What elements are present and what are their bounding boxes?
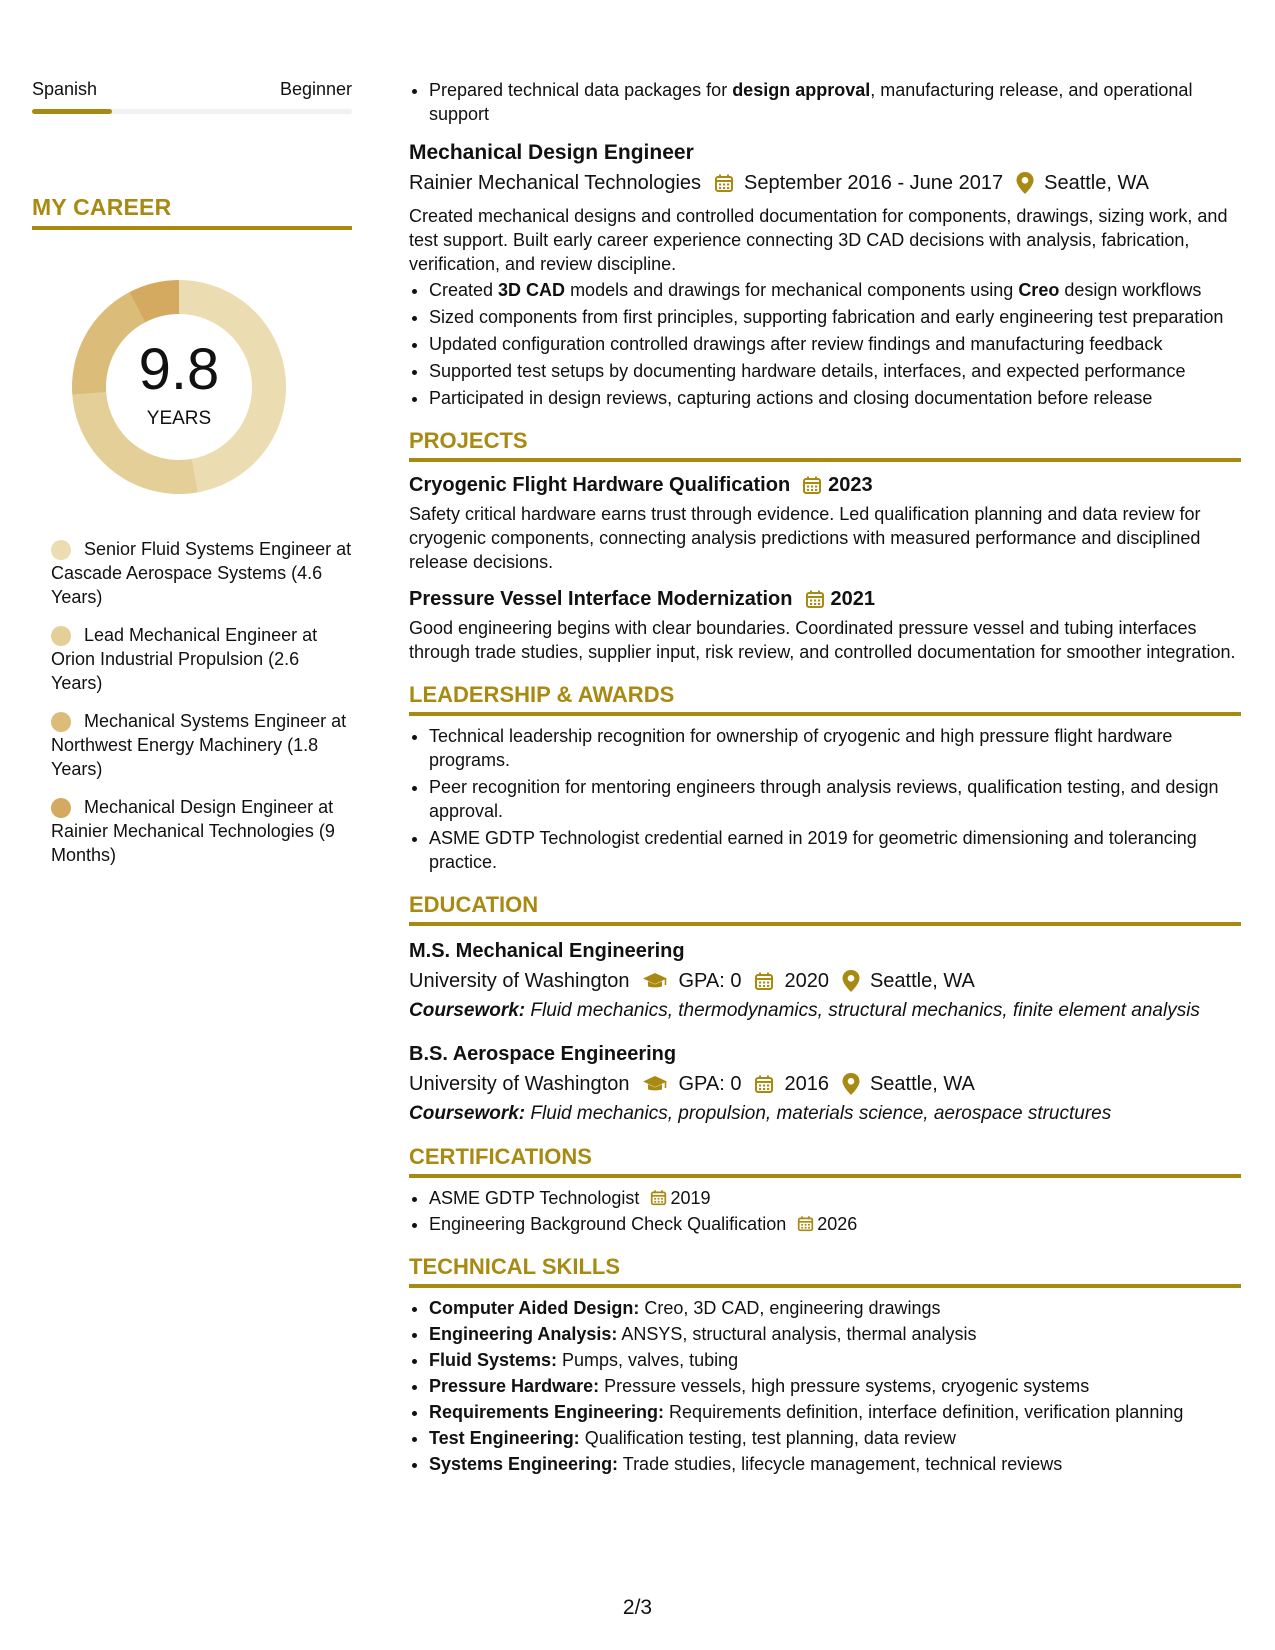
coursework-text: Fluid mechanics, propulsion, materials science, aerospace structures [525, 1103, 1112, 1124]
bullet-item: • Supported test setups by documenting hardware details, interfaces, and expected performance [429, 359, 1241, 383]
projects-section-title: PROJECTS [409, 428, 1241, 462]
language-proficiency-bar [32, 109, 352, 114]
certification-item [429, 1186, 1241, 1210]
calendar-icon [714, 173, 734, 193]
coursework [409, 999, 1241, 1023]
gpa: GPA: 0 [678, 1073, 742, 1095]
calendar-icon [802, 475, 822, 495]
bullet-text: , manufacturing release, and operational support [429, 80, 1193, 124]
graduation-cap-icon [642, 1074, 668, 1094]
skill-item [429, 1348, 1241, 1372]
legend-dot [51, 626, 71, 646]
coursework-label: Coursework: [409, 1000, 526, 1021]
location-pin-icon [842, 1073, 860, 1095]
skill-value: Qualification testing, test planning, data review [579, 1428, 956, 1448]
sidebar [32, 78, 352, 881]
location-pin-icon [842, 970, 860, 992]
skill-value: Pumps, valves, tubing [557, 1350, 739, 1370]
skill-label: Systems Engineering: [429, 1454, 619, 1474]
bullet-bold-text: design approval [732, 80, 871, 100]
legend-dot [51, 798, 71, 818]
leadership-item: • Technical leadership recognition for ownership of cryogenic and high pressure flight hardware programs. [429, 724, 1241, 772]
school-location: Seattle, WA [869, 970, 975, 992]
leadership-section-title: LEADERSHIP & AWARDS [409, 682, 1241, 716]
career-legend-label: Mechanical Design Engineer at Rainier Mechanical Technologies (9 Months) [51, 797, 335, 865]
career-legend-item [51, 537, 352, 609]
skill-label: Test Engineering: [429, 1428, 580, 1448]
bullet-item [429, 78, 1241, 126]
career-donut-chart [64, 272, 294, 502]
page-number: 2/3 [622, 1596, 653, 1619]
coursework-text: Fluid mechanics, thermodynamics, structural mechanics, finite element analysis [525, 1000, 1200, 1021]
bullet-item: • Participated in design reviews, capturing actions and closing documentation before release [429, 386, 1241, 410]
job-meta [409, 170, 1241, 196]
leadership-item: • ASME GDTP Technologist credential earned in 2019 for geometric dimensioning and tolerancing practice. [429, 826, 1241, 874]
career-legend-label: Mechanical Systems Engineer at Northwest Energy Machinery (1.8 Years) [51, 711, 347, 779]
bullet-bold-text: Creo [1018, 280, 1060, 300]
bullet-text: Created [429, 280, 499, 300]
project-title [409, 586, 1241, 612]
language-level: Beginner [279, 79, 352, 99]
skills-list [409, 1296, 1241, 1476]
certification-name: ASME GDTP Technologist [429, 1188, 640, 1208]
skill-label: Fluid Systems: [429, 1350, 558, 1370]
career-total-years: 9.8 [138, 337, 220, 402]
job-bullets [409, 278, 1241, 410]
certification-name: Engineering Background Check Qualification [429, 1214, 787, 1234]
leadership-list [409, 724, 1241, 874]
language-row [32, 78, 352, 100]
education-section-title: EDUCATION [409, 892, 1241, 926]
career-total-unit: YEARS [146, 408, 212, 429]
job-summary: Created mechanical designs and controlled documentation for components, drawings, sizing work, and test support. Built early career experience connecting 3D CAD decisions with analysis, fabrication, verification, and review discipline. [409, 206, 1228, 274]
career-legend-item [51, 623, 352, 695]
calendar-icon [754, 971, 774, 991]
skill-value: Trade studies, lifecycle management, technical reviews [618, 1454, 1063, 1474]
skills-section-title: TECHNICAL SKILLS [409, 1254, 1241, 1288]
project-year: 2023 [828, 474, 873, 496]
skill-value: ANSYS, structural analysis, thermal analysis [617, 1324, 977, 1344]
education-meta [409, 968, 1241, 994]
certification-year: 2026 [817, 1214, 858, 1234]
company-name: Rainier Mechanical Technologies [409, 172, 702, 194]
job-title: Mechanical Design Engineer [409, 141, 694, 164]
bullet-text: models and drawings for mechanical components using [565, 280, 1019, 300]
bullet-item [429, 278, 1241, 302]
bullet-item: • Sized components from first principles, supporting fabrication and early engineering test preparation [429, 305, 1241, 329]
language-name: Spanish [32, 79, 98, 99]
skill-value: Creo, 3D CAD, engineering drawings [639, 1298, 941, 1318]
bullet-text: Prepared technical data packages for [429, 80, 733, 100]
skill-item [429, 1426, 1241, 1450]
school-location: Seattle, WA [869, 1073, 975, 1095]
certifications-list [409, 1186, 1241, 1236]
leadership-item: • Peer recognition for mentoring engineers through analysis reviews, qualification testing, and design approval. [429, 775, 1241, 823]
project-name: Pressure Vessel Interface Modernization [409, 588, 793, 610]
degree-title: B.S. Aerospace Engineering [409, 1043, 677, 1065]
graduation-year: 2016 [784, 1073, 829, 1095]
calendar-icon [650, 1189, 667, 1206]
skill-item [429, 1400, 1241, 1424]
previous-job-bullets [409, 78, 1241, 126]
skill-item [429, 1296, 1241, 1320]
career-legend-item [51, 795, 352, 867]
project-year: 2021 [830, 588, 875, 610]
certifications-section-title: CERTIFICATIONS [409, 1144, 1241, 1178]
legend-dot [51, 540, 71, 560]
coursework-label: Coursework: [409, 1103, 526, 1124]
school-name: University of Washington [409, 1073, 630, 1095]
project-name: Cryogenic Flight Hardware Qualification [409, 474, 791, 496]
project-description: Safety critical hardware earns trust through evidence. Led qualification planning and data review for cryogenic components, connecting analysis predictions with measured performance and disciplined release decisions. [409, 504, 1201, 572]
career-section-title: MY CAREER [32, 194, 352, 230]
location-pin-icon [1016, 172, 1034, 194]
skill-label: Pressure Hardware: [429, 1376, 600, 1396]
project-title [409, 472, 1241, 498]
legend-dot [51, 712, 71, 732]
skill-label: Requirements Engineering: [429, 1402, 665, 1422]
skill-item [429, 1374, 1241, 1398]
career-legend-item [51, 709, 352, 781]
career-legend [32, 537, 352, 867]
certification-item [429, 1212, 1241, 1236]
calendar-icon [754, 1074, 774, 1094]
career-legend-label: Senior Fluid Systems Engineer at Cascade Aerospace Systems (4.6 Years) [51, 539, 352, 607]
career-legend-label: Lead Mechanical Engineer at Orion Industrial Propulsion (2.6 Years) [51, 625, 318, 693]
skill-value: Pressure vessels, high pressure systems, cryogenic systems [599, 1376, 1090, 1396]
gpa: GPA: 0 [678, 970, 742, 992]
calendar-icon [805, 589, 825, 609]
school-name: University of Washington [409, 970, 630, 992]
graduation-year: 2020 [784, 970, 829, 992]
education-meta [409, 1071, 1241, 1097]
language-proficiency-fill [32, 109, 112, 114]
main-content [409, 78, 1241, 1478]
skill-item [429, 1452, 1241, 1476]
graduation-cap-icon [642, 971, 668, 991]
degree-title: M.S. Mechanical Engineering [409, 940, 685, 962]
calendar-icon [797, 1215, 814, 1232]
skill-label: Engineering Analysis: [429, 1324, 618, 1344]
job-location: Seattle, WA [1044, 172, 1149, 194]
skill-label: Computer Aided Design: [429, 1298, 640, 1318]
bullet-item: • Updated configuration controlled drawings after review findings and manufacturing feedback [429, 332, 1241, 356]
skill-value: Requirements definition, interface definition, verification planning [664, 1402, 1184, 1422]
bullet-bold-text: 3D CAD [498, 280, 566, 300]
project-description: Good engineering begins with clear boundaries. Coordinated pressure vessel and tubing interfaces through trade studies, supplier input, risk review, and controlled documentation for smoother integration. [409, 618, 1236, 662]
job-dates: September 2016 - June 2017 [744, 172, 1004, 194]
bullet-text: design workflows [1059, 280, 1202, 300]
certification-year: 2019 [670, 1188, 711, 1208]
coursework [409, 1102, 1241, 1126]
skill-item [429, 1322, 1241, 1346]
